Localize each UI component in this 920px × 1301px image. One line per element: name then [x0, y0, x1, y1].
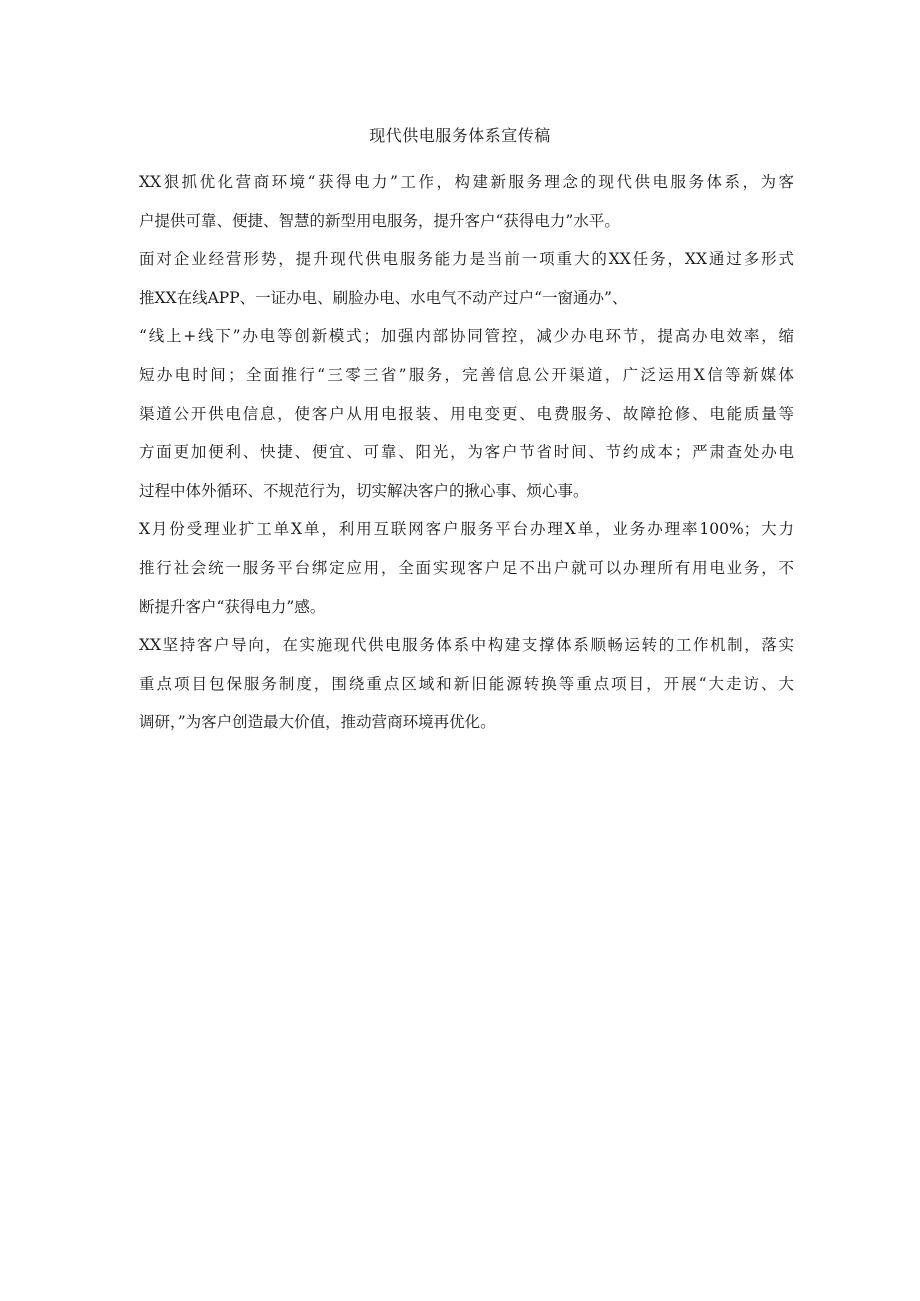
- page-title: 现代供电服务体系宣传稿: [369, 126, 551, 145]
- text-line: 方面更加便利、快捷、便宜、可靠、阳光，为客户节省时间、节约成本；严肃查处办电: [139, 443, 794, 462]
- paragraph-3: [139, 510, 794, 626]
- text-line: 渠道公开供电信息，使客户从用电报装、用电变更、电费服务、故障抢修、电能质量等: [139, 404, 794, 423]
- text-line: 重点项目包保服务制度，围绕重点区域和新旧能源转换等重点项目，开展“大走访、大: [139, 674, 794, 693]
- text-line: X月份受理业扩工单X单，利用互联网客户服务平台办理X单，业务办理率100%；大力: [139, 520, 794, 539]
- text-line: 推行社会统一服务平台绑定应用，全面实现客户足不出户就可以办理所有用电业务，不: [139, 558, 794, 577]
- text-line: 调研，”为客户创造最大价值，推动营商环境再优化。: [139, 713, 496, 732]
- text-line: 户提供可靠、便捷、智慧的新型用电服务，提升客户“获得电力”水平。: [139, 211, 620, 230]
- text-line: “线上+线下”办电等创新模式；加强内部协同管控，减少办电环节，提高办电效率，缩: [139, 327, 794, 346]
- paragraph-4: [139, 626, 794, 742]
- text-line: 过程中体外循环、不规范行为，切实解决客户的揪心事、烦心事。: [139, 481, 589, 500]
- paragraph-2: [139, 240, 794, 510]
- text-line: XX狠抓优化营商环境“获得电力”工作，构建新服务理念的现代供电服务体系，为客: [139, 173, 794, 191]
- text-line: XX坚持客户导向，在实施现代供电服务体系中构建支撑体系顺畅运转的工作机制，落实: [139, 636, 794, 655]
- text-line: 面对企业经营形势，提升现代供电服务能力是当前一项重大的XX任务，XX通过多形式: [139, 250, 794, 269]
- text-line: 短办电时间；全面推行“三零三省”服务，完善信息公开渠道，广泛运用X信等新媒体: [139, 365, 794, 384]
- text-line: 推XX在线APP、一证办电、刷脸办电、水电气不动产过户“一窗通办”、: [139, 288, 628, 307]
- paragraph-1: [139, 163, 794, 240]
- document-body: [139, 163, 794, 742]
- text-line: 断提升客户“获得电力”感。: [139, 597, 326, 616]
